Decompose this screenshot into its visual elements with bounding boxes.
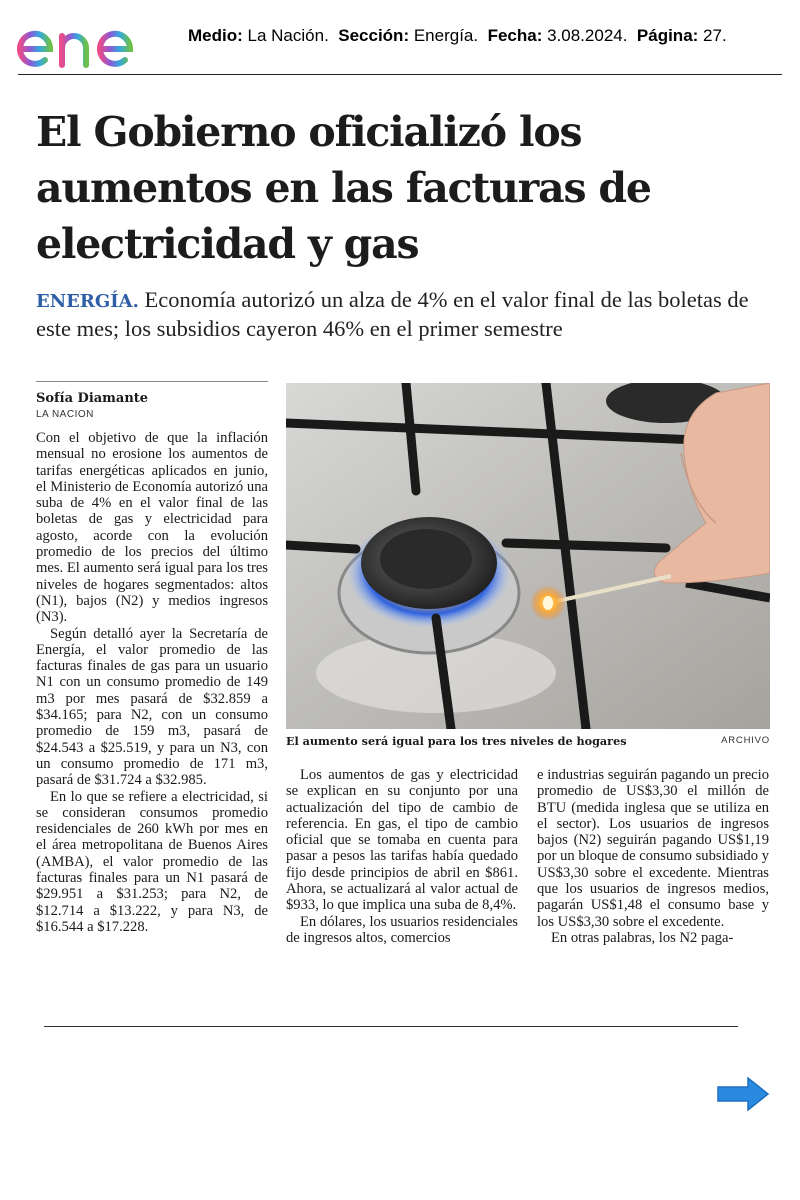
author-outlet: LA NACION [36,409,94,420]
medio-value: La Nación. [247,26,329,45]
paragraph: Los aumentos de gas y electricidad se explican en su conjunto por una actualización del tipo de cambio de referencia. En gas, el tipo de cambio oficial que se tomaba en cuenta para pasar a pesos las tarifas había quedado fijo desde principios de abril en $861. Ahora, se actualizará al valor actual de $933, lo que implica una suba de 8,4%. [286,767,518,914]
article-dek [36,286,766,342]
publication-meta: Medio: La Nación. Sección: Energía. Fecha: 3.08.2024. Página: 27. [188,26,727,45]
article-headline: El Gobierno oficializó los aumentos en las facturas de electricidad y gas [36,108,651,268]
article-photo [286,383,770,729]
article-column-1 [36,430,268,935]
fecha-value: 3.08.2024. [547,26,628,45]
seccion-value: Energía. [413,26,479,45]
pagina-value: 27. [703,26,727,45]
header-divider [18,74,782,75]
article-column-2 [286,767,518,946]
byline-divider [36,381,268,382]
page-bottom-divider [44,1026,738,1027]
paragraph: En lo que se refiere a electricidad, si se consideran consumos promedio residenciales de 260 kWh por mes en el área metropolitana de Buenos Aires (AMBA), el valor promedio de las facturas finales para un N1 pasará de $29.951 a $31.253; para N2, de $12.714 a $13.222, y para N3, de $16.544 a $17.228. [36,788,268,935]
paragraph: Con el objetivo de que la inflación mensual no erosione los aumentos de tarifas energéticas aplicados en junio, el Ministerio de Economía autorizó una suba de 4% en el valor final de las boletas de gas y electricidad para agosto, acorde con la evolución promedio de los precios del último mes. El aumento será igual para los tres niveles de hogares segmentados: altos (N1), bajos (N2) y medios ingresos (N3). [36,430,268,626]
photo-credit: ARCHIVO [721,735,770,746]
photo-caption [286,734,770,750]
section-kicker: ENERGÍA. [36,291,139,312]
dek-text: Economía autorizó un alza de 4% en el valor final de las boletas de este mes; los subsidios cayeron 46% en el primer semestre [36,287,749,341]
paragraph: En otras palabras, los N2 paga- [551,929,734,946]
paragraph: e industrias seguirán pagando un precio promedio de US$3,30 el millón de BTU (medida inglesa que se utiliza en el sector). Los usuarios de ingresos bajos (N2) seguirán pagando US$1,19 por un bloque de consumo subsidiado y US$3,30 sobre el excedente. Mientras que los usuarios de ingresos medios, pagarán US$1,48 el consumo base y los US$3,30 sobre el excedente. [537,767,769,930]
right-arrow-icon[interactable] [716,1076,770,1112]
article-column-3 [537,767,769,946]
page-header [0,0,800,76]
enel-logo [14,8,180,70]
paragraph: En dólares, los usuarios residenciales de ingresos altos, comercios [286,913,518,946]
paragraph: Según detalló ayer la Secretaría de Energía, el valor promedio de las facturas finales de gas para un usuario N1 con un consumo promedio de 149 m3 por mes pasará de $32.859 a $34.165; para N2, con un consumo promedio de 159 m3, pasará de $24.543 a $25.519, y para un N3, con un consumo promedio de 171 m3, pasará de $31.724 a $32.985. [36,625,268,789]
caption-text: El aumento será igual para los tres niveles de hogares [286,734,627,748]
author-name: Sofía Diamante [36,391,149,406]
